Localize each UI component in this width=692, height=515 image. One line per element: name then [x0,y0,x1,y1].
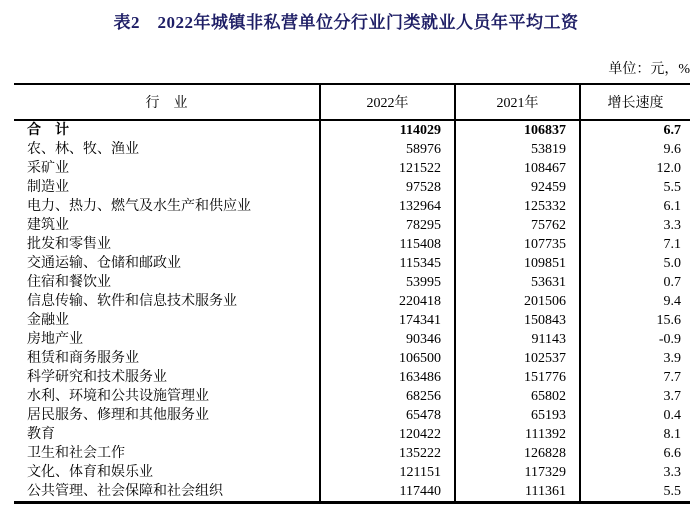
industry-cell: 信息传输、软件和信息技术服务业 [27,294,237,309]
table-row [14,387,690,406]
industry-cell: 电力、热力、燃气及水生产和供应业 [27,199,251,214]
industry-cell: 建筑业 [27,218,69,233]
industry-cell: 农、林、牧、渔业 [27,142,139,157]
growth-cell: 15.6 [580,311,690,330]
year-2021-cell: 92459 [455,178,580,197]
industry-cell: 居民服务、修理和其他服务业 [27,408,209,423]
table-row [14,273,690,292]
year-2021-cell: 108467 [455,159,580,178]
industry-cell: 合 计 [27,123,69,138]
year-2021-cell: 106837 [455,120,580,140]
year-2021-cell: 111361 [455,482,580,503]
year-2022-cell: 115345 [320,254,455,273]
table-container [14,62,690,504]
table-row [14,425,690,444]
col-header-growth: 增长速度 [580,84,690,120]
table-row [14,292,690,311]
industry-cell: 制造业 [27,180,69,195]
year-2021-cell: 65193 [455,406,580,425]
year-2022-cell: 115408 [320,235,455,254]
table-row [14,330,690,349]
year-2022-cell: 163486 [320,368,455,387]
col-header-industry: 行 业 [145,96,188,111]
year-2022-cell: 65478 [320,406,455,425]
industry-cell: 文化、体育和娱乐业 [27,465,153,480]
growth-cell: 0.7 [580,273,690,292]
growth-cell: 9.4 [580,292,690,311]
industry-cell: 批发和零售业 [27,237,111,252]
year-2022-cell: 121151 [320,463,455,482]
year-2022-cell: 68256 [320,387,455,406]
year-2021-cell: 53819 [455,140,580,159]
table-row [14,444,690,463]
growth-cell: 5.0 [580,254,690,273]
year-2022-cell: 121522 [320,159,455,178]
growth-cell: 8.1 [580,425,690,444]
year-2022-cell: 97528 [320,178,455,197]
industry-cell: 采矿业 [27,161,69,176]
year-2021-cell: 150843 [455,311,580,330]
industry-cell: 交通运输、仓储和邮政业 [27,256,181,271]
year-2021-cell: 201506 [455,292,580,311]
col-header-2022: 2022年 [320,84,455,120]
industry-cell: 卫生和社会工作 [27,446,125,461]
year-2021-cell: 126828 [455,444,580,463]
table-row [14,235,690,254]
industry-cell: 科学研究和技术服务业 [27,370,167,385]
year-2022-cell: 220418 [320,292,455,311]
table-row [14,349,690,368]
table-row [14,178,690,197]
growth-cell: 12.0 [580,159,690,178]
wage-table [14,83,690,504]
table-row [14,140,690,159]
table-row [14,463,690,482]
industry-cell: 公共管理、社会保障和社会组织 [27,484,223,499]
year-2021-cell: 102537 [455,349,580,368]
year-2022-cell: 174341 [320,311,455,330]
growth-cell: 7.1 [580,235,690,254]
year-2022-cell: 53995 [320,273,455,292]
growth-cell: 3.7 [580,387,690,406]
year-2021-cell: 53631 [455,273,580,292]
industry-cell: 租赁和商务服务业 [27,351,139,366]
year-2022-cell: 114029 [320,120,455,140]
header-row [14,84,690,120]
table-body [14,120,690,503]
year-2022-cell: 117440 [320,482,455,503]
growth-cell: 6.6 [580,444,690,463]
growth-cell: 0.4 [580,406,690,425]
year-2021-cell: 117329 [455,463,580,482]
industry-cell: 水利、环境和公共设施管理业 [27,389,209,404]
industry-cell: 住宿和餐饮业 [27,275,111,290]
growth-cell: 3.3 [580,216,690,235]
growth-cell: -0.9 [580,330,690,349]
year-2022-cell: 132964 [320,197,455,216]
table-row [14,254,690,273]
growth-cell: 3.3 [580,463,690,482]
page-title: 表2 2022年城镇非私营单位分行业门类就业人员年平均工资 [113,13,579,32]
year-2021-cell: 111392 [455,425,580,444]
unit-note: 单位：元，% [608,62,690,77]
growth-cell: 6.1 [580,197,690,216]
table-row [14,216,690,235]
year-2022-cell: 135222 [320,444,455,463]
table-row [14,368,690,387]
table-row [14,406,690,425]
growth-cell: 9.6 [580,140,690,159]
table-row [14,311,690,330]
year-2022-cell: 58976 [320,140,455,159]
industry-cell: 教育 [27,427,55,442]
industry-cell: 房地产业 [27,332,83,347]
year-2021-cell: 151776 [455,368,580,387]
table-row [14,482,690,503]
year-2021-cell: 65802 [455,387,580,406]
year-2021-cell: 75762 [455,216,580,235]
table-row [14,120,690,140]
growth-cell: 5.5 [580,178,690,197]
year-2022-cell: 90346 [320,330,455,349]
growth-cell: 3.9 [580,349,690,368]
year-2021-cell: 109851 [455,254,580,273]
table-row [14,197,690,216]
table-row [14,159,690,178]
growth-cell: 6.7 [580,120,690,140]
year-2021-cell: 107735 [455,235,580,254]
year-2022-cell: 78295 [320,216,455,235]
growth-cell: 7.7 [580,368,690,387]
year-2021-cell: 91143 [455,330,580,349]
growth-cell: 5.5 [580,482,690,503]
col-header-2021: 2021年 [455,84,580,120]
year-2022-cell: 106500 [320,349,455,368]
industry-cell: 金融业 [27,313,69,328]
year-2021-cell: 125332 [455,197,580,216]
year-2022-cell: 120422 [320,425,455,444]
